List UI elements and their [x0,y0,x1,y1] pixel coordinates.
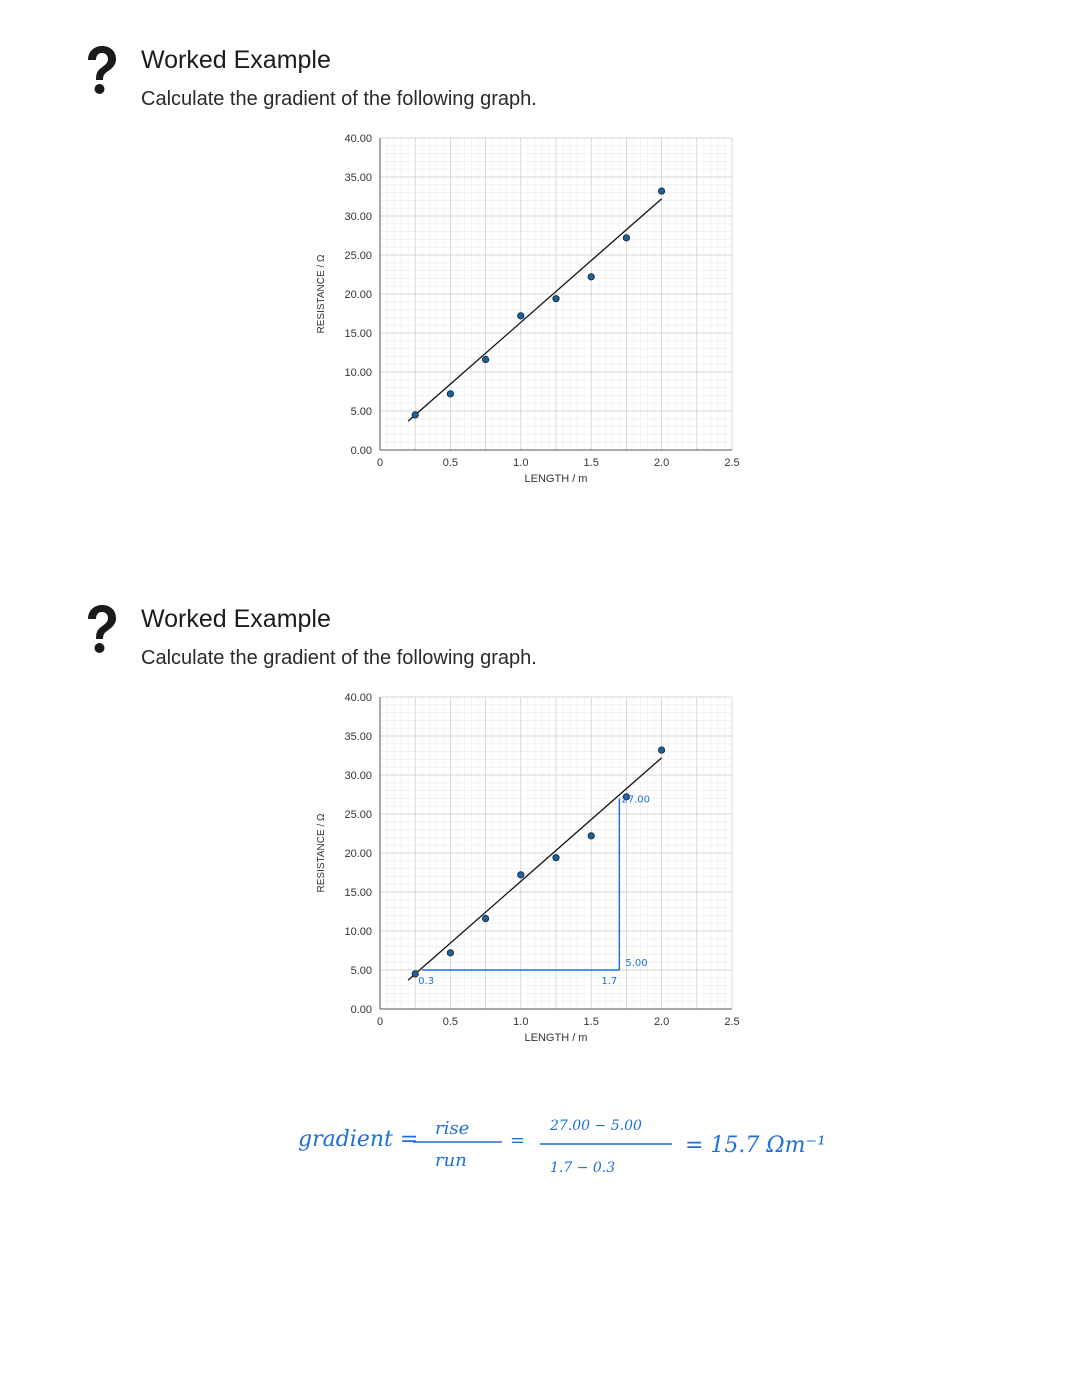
data-point [482,356,488,362]
x-tick-label: 2.0 [653,1016,670,1028]
question-mark-icon [80,603,120,655]
x-tick-label: 1.0 [513,1016,529,1028]
y-tick-label: 30.00 [344,770,372,782]
y-tick-label: 10.00 [344,367,372,379]
y-axis-label: RESISTANCE / Ω [316,254,327,334]
data-point [447,950,453,956]
y-tick-label: 0.00 [350,1004,372,1016]
y-tick-label: 40.00 [344,133,372,145]
y-tick-label: 25.00 [344,809,372,821]
question-prompt: Calculate the gradient of the following graph. [141,88,537,110]
annotation-left-value: 0.3 [418,976,435,987]
data-point [658,747,664,753]
x-tick-label: 2.5 [724,457,740,469]
working-numerator: 27.00 − 5.00 [550,1118,642,1134]
question-mark-icon [80,44,120,96]
working-run: run [435,1150,467,1171]
section-heading: Worked Example [141,46,331,74]
y-tick-label: 40.00 [344,692,372,704]
data-point [623,235,629,241]
y-tick-label: 15.00 [344,328,372,340]
data-point [553,854,559,860]
y-tick-label: 5.00 [350,406,372,418]
x-axis-label: LENGTH / m [524,1032,588,1044]
data-point [588,274,594,280]
x-tick-label: 0.5 [442,1016,459,1028]
y-tick-label: 35.00 [344,731,372,743]
y-tick-label: 35.00 [344,172,372,184]
working-result: = 15.7 Ωm⁻¹ [685,1133,826,1158]
x-tick-label: 1.5 [583,1016,599,1028]
data-point [518,872,524,878]
y-tick-label: 30.00 [344,211,372,223]
gradient-working [280,1100,1060,1200]
y-tick-label: 25.00 [344,250,372,262]
data-point [658,188,664,194]
y-tick-label: 20.00 [344,289,372,301]
working-denominator: 1.7 − 0.3 [550,1160,616,1176]
data-point [553,295,559,301]
annotation-top-value: 27.00 [621,794,651,806]
data-point [447,391,453,397]
data-point [588,833,594,839]
x-axis-label: LENGTH / m [524,473,588,485]
y-tick-label: 0.00 [350,445,372,457]
annotation-bottom-value: 5.00 [625,958,648,969]
question-prompt: Calculate the gradient of the following graph. [141,647,537,669]
x-tick-label: 1.5 [583,457,599,469]
x-tick-label: 0 [376,1016,384,1028]
working-equals: = [510,1130,526,1151]
data-point [518,313,524,319]
y-tick-label: 20.00 [344,848,372,860]
resistance-length-chart-annotated [300,689,760,1049]
working-lhs: gradient = [298,1127,419,1152]
section-heading: Worked Example [141,605,331,633]
x-tick-label: 0 [376,457,384,469]
y-axis-label: RESISTANCE / Ω [316,813,327,893]
y-tick-label: 5.00 [350,965,372,977]
x-tick-label: 0.5 [442,457,459,469]
y-tick-label: 15.00 [344,887,372,899]
working-rise: rise [435,1118,470,1139]
data-point [412,412,418,418]
y-tick-label: 10.00 [344,926,372,938]
x-tick-label: 2.0 [653,457,670,469]
data-point [482,915,488,921]
x-tick-label: 1.0 [513,457,529,469]
x-tick-label: 2.5 [724,1016,740,1028]
annotation-right-value: 1.7 [601,976,618,987]
resistance-length-chart [300,130,760,490]
